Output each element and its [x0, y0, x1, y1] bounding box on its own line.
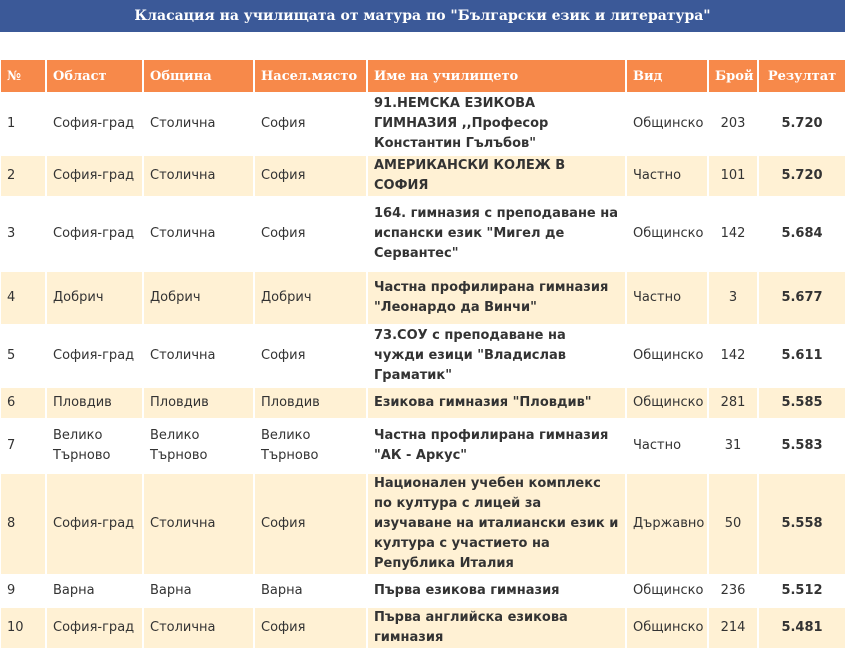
header-settlement[interactable]: Насел.място — [253, 60, 366, 92]
row-num: 8 — [1, 474, 45, 574]
row-settlement: София — [253, 608, 366, 648]
row-school-name: 73.СОУ с преподаване на чужди езици "Владислав Граматик" — [366, 326, 625, 386]
row-municipality: Столична — [142, 326, 253, 386]
row-region: София-град — [45, 198, 142, 270]
row-count: 281 — [707, 388, 757, 418]
row-result: 5.684 — [757, 198, 845, 270]
table-row — [1, 608, 845, 648]
table-row — [1, 94, 845, 154]
row-count: 142 — [707, 198, 757, 270]
row-settlement: Пловдив — [253, 388, 366, 418]
row-num: 7 — [1, 420, 45, 472]
row-settlement: София — [253, 94, 366, 154]
row-count: 50 — [707, 474, 757, 574]
row-school-name: Частна профилирана гимназия "АК - Аркус" — [366, 420, 625, 472]
row-municipality: Варна — [142, 576, 253, 606]
header-region[interactable]: Област — [45, 60, 142, 92]
row-result: 5.512 — [757, 576, 845, 606]
row-count: 142 — [707, 326, 757, 386]
row-municipality: Столична — [142, 474, 253, 574]
row-municipality: Столична — [142, 608, 253, 648]
row-settlement: Варна — [253, 576, 366, 606]
row-num: 2 — [1, 156, 45, 196]
row-municipality: Добрич — [142, 272, 253, 324]
table-row — [1, 272, 845, 324]
row-result: 5.611 — [757, 326, 845, 386]
row-settlement: Велико Търново — [253, 420, 366, 472]
row-num: 5 — [1, 326, 45, 386]
row-settlement: София — [253, 156, 366, 196]
row-num: 6 — [1, 388, 45, 418]
row-type: Държавно — [625, 474, 707, 574]
row-type: Общинско — [625, 388, 707, 418]
row-school-name: Първа английска езикова гимназия — [366, 608, 625, 648]
row-municipality: Столична — [142, 94, 253, 154]
row-municipality: Пловдив — [142, 388, 253, 418]
page-title: Класация на училищата от матура по "Български език и литература" — [0, 0, 845, 32]
row-count: 203 — [707, 94, 757, 154]
table-row — [1, 326, 845, 386]
row-type: Частно — [625, 272, 707, 324]
row-result: 5.585 — [757, 388, 845, 418]
row-result: 5.677 — [757, 272, 845, 324]
row-school-name: Първа езикова гимназия — [366, 576, 625, 606]
row-type: Общинско — [625, 608, 707, 648]
header-num[interactable]: № — [1, 60, 45, 92]
row-school-name: Национален учебен комплекс по култура с лицей за изучаване на италиански език и култура с участието на Република Италия — [366, 474, 625, 574]
row-region: Пловдив — [45, 388, 142, 418]
row-school-name: Частна профилирана гимназия "Леонардо да Винчи" — [366, 272, 625, 324]
row-count: 3 — [707, 272, 757, 324]
row-count: 101 — [707, 156, 757, 196]
row-count: 236 — [707, 576, 757, 606]
row-school-name: 91.НЕМСКА ЕЗИКОВА ГИМНАЗИЯ ,,Професор Константин Гълъбов" — [366, 94, 625, 154]
row-type: Частно — [625, 420, 707, 472]
row-region: София-град — [45, 474, 142, 574]
row-region: Добрич — [45, 272, 142, 324]
row-result: 5.481 — [757, 608, 845, 648]
row-result: 5.720 — [757, 156, 845, 196]
row-count: 214 — [707, 608, 757, 648]
row-num: 4 — [1, 272, 45, 324]
row-region: София-град — [45, 326, 142, 386]
row-region: Варна — [45, 576, 142, 606]
row-region: Велико Търново — [45, 420, 142, 472]
row-count: 31 — [707, 420, 757, 472]
row-municipality: Столична — [142, 156, 253, 196]
row-num: 3 — [1, 198, 45, 270]
header-type[interactable]: Вид — [625, 60, 707, 92]
row-settlement: Добрич — [253, 272, 366, 324]
header-municipality[interactable]: Община — [142, 60, 253, 92]
row-type: Общинско — [625, 198, 707, 270]
row-region: София-град — [45, 94, 142, 154]
table-header-row — [1, 60, 845, 92]
row-type: Общинско — [625, 576, 707, 606]
row-result: 5.720 — [757, 94, 845, 154]
row-result: 5.583 — [757, 420, 845, 472]
header-result[interactable]: Резултат — [757, 60, 845, 92]
row-num: 10 — [1, 608, 45, 648]
row-result: 5.558 — [757, 474, 845, 574]
row-settlement: София — [253, 326, 366, 386]
row-settlement: София — [253, 198, 366, 270]
header-count[interactable]: Брой — [707, 60, 757, 92]
ranking-table — [1, 58, 845, 650]
row-school-name: АМЕРИКАНСКИ КОЛЕЖ В СОФИЯ — [366, 156, 625, 196]
row-region: София-град — [45, 608, 142, 648]
row-region: София-град — [45, 156, 142, 196]
table-row — [1, 388, 845, 418]
table-row — [1, 420, 845, 472]
row-type: Частно — [625, 156, 707, 196]
row-num: 9 — [1, 576, 45, 606]
row-num: 1 — [1, 94, 45, 154]
row-municipality: Столична — [142, 198, 253, 270]
table-row — [1, 576, 845, 606]
table-row — [1, 198, 845, 270]
row-municipality: Велико Търново — [142, 420, 253, 472]
row-settlement: София — [253, 474, 366, 574]
header-school[interactable]: Име на училището — [366, 60, 625, 92]
row-school-name: 164. гимназия с преподаване на испански език "Мигел де Сервантес" — [366, 198, 625, 270]
row-type: Общинско — [625, 94, 707, 154]
table-row — [1, 156, 845, 196]
row-school-name: Езикова гимназия "Пловдив" — [366, 388, 625, 418]
table-row — [1, 474, 845, 574]
row-type: Общинско — [625, 326, 707, 386]
